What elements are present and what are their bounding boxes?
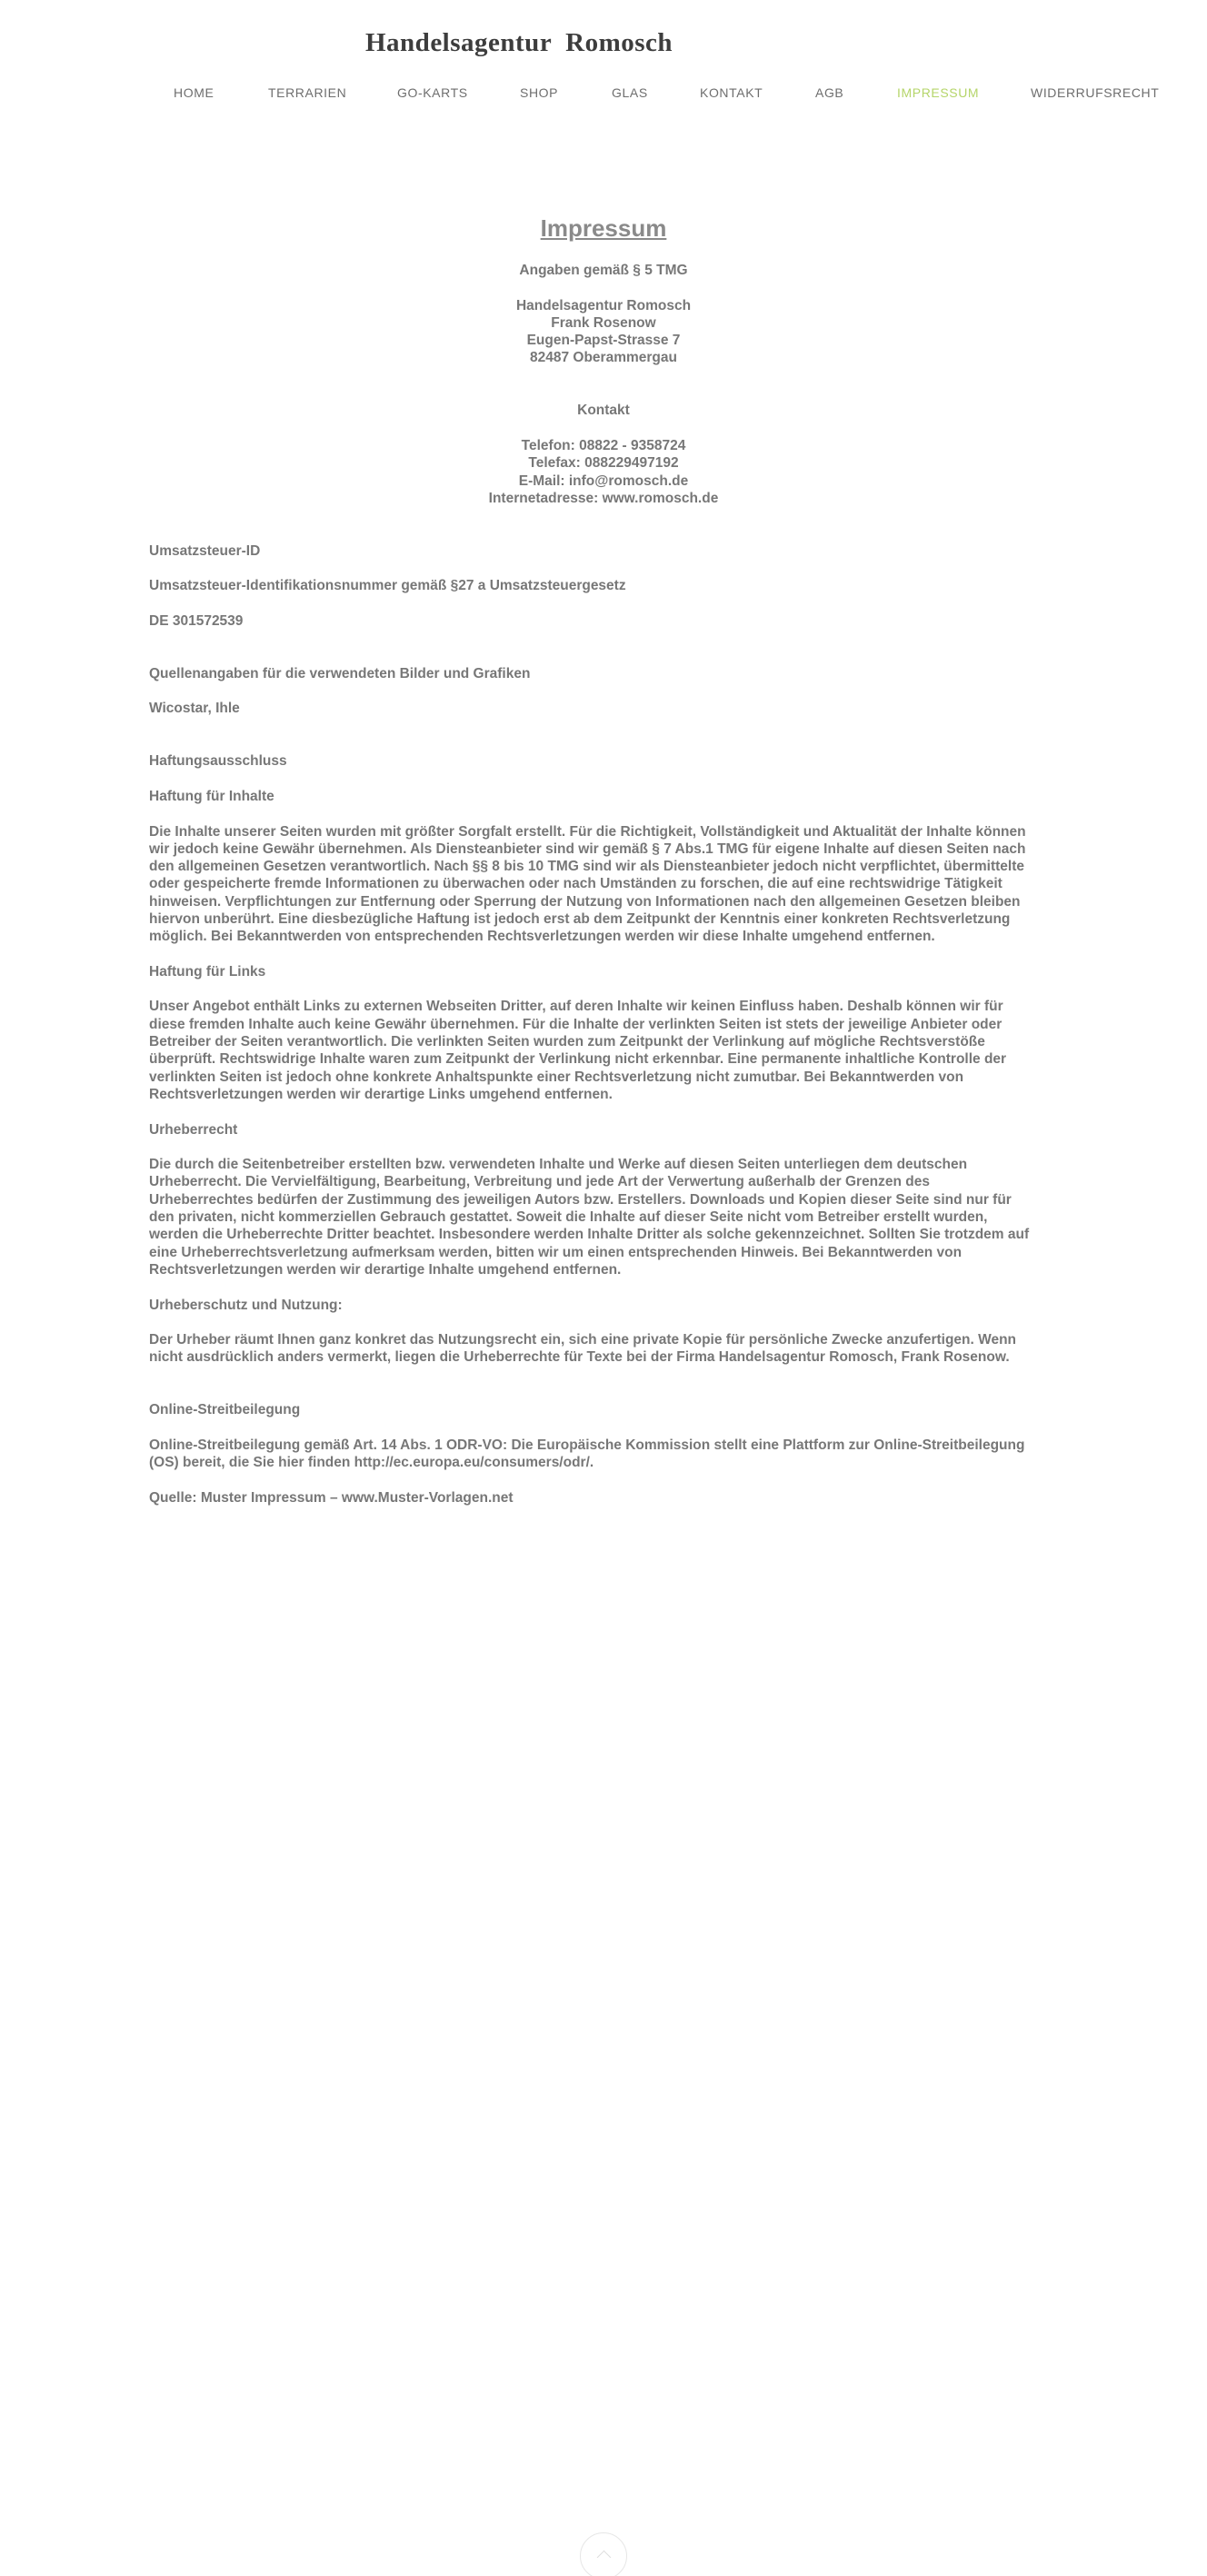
copyright-paragraph [149, 1156, 1058, 1278]
paragraph-line: hinweisen. Verpflichtungen zur Entfernung oder Sperrung der Nutzung von Informationen nach den allgemeinen Gesetzen bleiben [149, 893, 1021, 910]
paragraph-line: Rechtsverletzungen werden wir derartige Inhalte umgehend entfernen. [149, 1261, 622, 1278]
contact-phone: Telefon: 08822 - 9358724 [521, 437, 686, 453]
nav-item-home[interactable]: HOME [174, 85, 214, 100]
nav-item-impressum[interactable]: IMPRESSUM [897, 85, 980, 100]
address-company: Handelsagentur Romosch [515, 297, 692, 313]
paragraph-line: Urheberrecht. Die Vervielfältigung, Bearbeitung, Verbreitung und jede Art der Verwertung außerhalb der Grenzen des [149, 1174, 931, 1190]
site-title[interactable]: Handelsagentur Romosch [365, 28, 673, 57]
paragraph-line: verlinkten Seiten ist jedoch ohne konkrete Anhaltspunkte einer Rechtsverletzung nicht zumutbar. Bei Bekanntwerden von [149, 1069, 964, 1085]
nav-item-kontakt[interactable]: KONTAKT [700, 85, 763, 100]
vat-label: Umsatzsteuer-Identifikationsnummer gemäß §27 a Umsatzsteuergesetz [149, 578, 626, 594]
liability-links-heading: Haftung für Links [149, 963, 266, 980]
odr-heading: Online-Streitbeilegung [149, 1402, 301, 1418]
odr-paragraph [149, 1437, 1058, 1472]
nav-item-agb[interactable]: AGB [815, 85, 844, 100]
main-nav [0, 85, 1207, 104]
liability-heading: Haftungsausschluss [149, 753, 287, 770]
paragraph-line[interactable]: (OS) bereit, die Sie hier finden http://ec.europa.eu/consumers/odr/. [149, 1455, 594, 1471]
address-street: Eugen-Papst-Strasse 7 [526, 333, 681, 349]
scroll-to-top-button[interactable] [580, 2532, 627, 2576]
page-title: Impressum [540, 214, 667, 242]
paragraph-line: nicht ausdrücklich anders vermerkt, liegen die Urheberrechte für Texte bei der Firma Handelsagentur Romosch, Frank Rosenow. [149, 1349, 1010, 1366]
address-block [149, 297, 1058, 367]
contact-heading: Kontakt [577, 403, 630, 419]
paragraph-line: überprüft. Rechtswidrige Inhalte waren zum Zeitpunkt der Verlinkung nicht erkennbar. Eine permanente inhaltliche Kontrolle der [149, 1051, 1007, 1068]
paragraph-line: möglich. Bei Bekanntwerden von entsprechenden Rechtsverletzungen werden wir diese Inhalte umgehend entfernen. [149, 929, 935, 945]
paragraph-line: Rechtsverletzungen werden wir derartige Links umgehend entfernen. [149, 1086, 613, 1102]
odr-source[interactable]: Quelle: Muster Impressum – www.Muster-Vorlagen.net [149, 1489, 514, 1506]
nav-item-shop[interactable]: SHOP [520, 85, 559, 100]
sources-text: Wicostar, Ihle [149, 701, 240, 717]
tmg-heading: Angaben gemäß § 5 TMG [519, 263, 688, 278]
paragraph-line: den privaten, nicht kommerziellen Gebrauch gestattet. Soweit die Inhalte auf dieser Seite nicht vom Betreiber erstellt wurden, [149, 1209, 988, 1226]
paragraph-line: eine Urheberrechtsverletzung aufmerksam werden, bitten wir um einen entsprechenden Hinweis. Bei Bekanntwerden von [149, 1244, 963, 1260]
usage-paragraph [149, 1331, 1058, 1367]
liability-content-paragraph [149, 823, 1058, 946]
sources-heading: Quellenangaben für die verwendeten Bilder und Grafiken [149, 665, 531, 681]
address-name: Frank Rosenow [551, 314, 656, 331]
paragraph-line: den allgemeinen Gesetzen verantwortlich. Nach §§ 8 bis 10 TMG sind wir als Diensteanbieter jedoch nicht verpflichtet, übermittelte [149, 859, 1024, 875]
contact-fax: Telefax: 088229497192 [528, 455, 679, 472]
address-city: 82487 Oberammergau [530, 350, 677, 366]
nav-item-widerrufsrecht[interactable]: WIDERRUFSRECHT [1031, 85, 1160, 100]
chevron-up-icon [597, 2551, 612, 2565]
copyright-heading: Urheberrecht [149, 1121, 238, 1138]
paragraph-line: Urheberrechtes bedürfen der Zustimmung des jeweiligen Autors bzw. Erstellers. Downloads und Kopien dieser Seite sind nur für [149, 1191, 1012, 1208]
vat-heading: Umsatzsteuer-ID [149, 542, 261, 559]
paragraph-line: oder gespeicherte fremde Informationen zu überwachen oder nach Umständen zu forschen, die auf eine rechtswidrige Tätigkeit [149, 876, 1003, 892]
paragraph-line: Betreiber der Seiten verantwortlich. Die verlinkten Seiten wurden zum Zeitpunkt der Verlinkung auf mögliche Rechtsverstöße [149, 1034, 985, 1050]
paragraph-line: Die Inhalte unserer Seiten wurden mit größter Sorgfalt erstellt. Für die Richtigkeit, Vollständigkeit und Aktualität der Inhalte können [149, 823, 1026, 840]
nav-item-terrarien[interactable]: TERRARIEN [268, 85, 347, 100]
paragraph-line: wir jedoch keine Gewähr übernehmen. Als Diensteanbieter sind wir gemäß § 7 Abs.1 TMG für eigene Inhalte auf diesen Seiten nach [149, 840, 1026, 857]
vat-number: DE 301572539 [149, 612, 244, 629]
liability-links-paragraph [149, 998, 1058, 1103]
impressum-content [149, 213, 1058, 1507]
paragraph-line: werden die Urheberrechte Dritter beachtet. Insbesondere werden Inhalte Dritter als solche gekennzeichnet. Sollten Sie trotzdem auf [149, 1227, 1030, 1243]
contact-block [149, 437, 1058, 507]
nav-item-go-karts[interactable]: GO-KARTS [397, 85, 468, 100]
paragraph-line: Der Urheber räumt Ihnen ganz konkret das Nutzungsrecht ein, sich eine private Kopie für persönliche Zwecke anzufertigen. Wenn [149, 1332, 1017, 1348]
liability-content-heading: Haftung für Inhalte [149, 788, 274, 804]
contact-web[interactable]: Internetadresse: www.romosch.de [488, 490, 719, 506]
paragraph-line: Online-Streitbeilegung gemäß Art. 14 Abs. 1 ODR-VO: Die Europäische Kommission stellt eine Plattform zur Online-Streitbeilegung [149, 1437, 1025, 1453]
usage-heading: Urheberschutz und Nutzung: [149, 1297, 343, 1313]
nav-item-glas[interactable]: GLAS [612, 85, 648, 100]
paragraph-line: hiervon unberührt. Eine diesbezügliche Haftung ist jedoch erst ab dem Zeitpunkt der Kenntnis einer konkreten Rechtsverletzung [149, 910, 1011, 927]
contact-email[interactable]: E-Mail: info@romosch.de [518, 472, 689, 489]
paragraph-line: diese fremden Inhalte auch keine Gewähr übernehmen. Für die Inhalte der verlinkten Seiten ist stets der jeweilige Anbieter oder [149, 1016, 1003, 1032]
paragraph-line: Die durch die Seitenbetreiber erstellten bzw. verwendeten Inhalte und Werke auf diesen Seiten unterliegen dem deutschen [149, 1157, 968, 1173]
paragraph-line: Unser Angebot enthält Links zu externen Webseiten Dritter, auf deren Inhalte wir keinen Einfluss haben. Deshalb können wir für [149, 999, 1003, 1015]
